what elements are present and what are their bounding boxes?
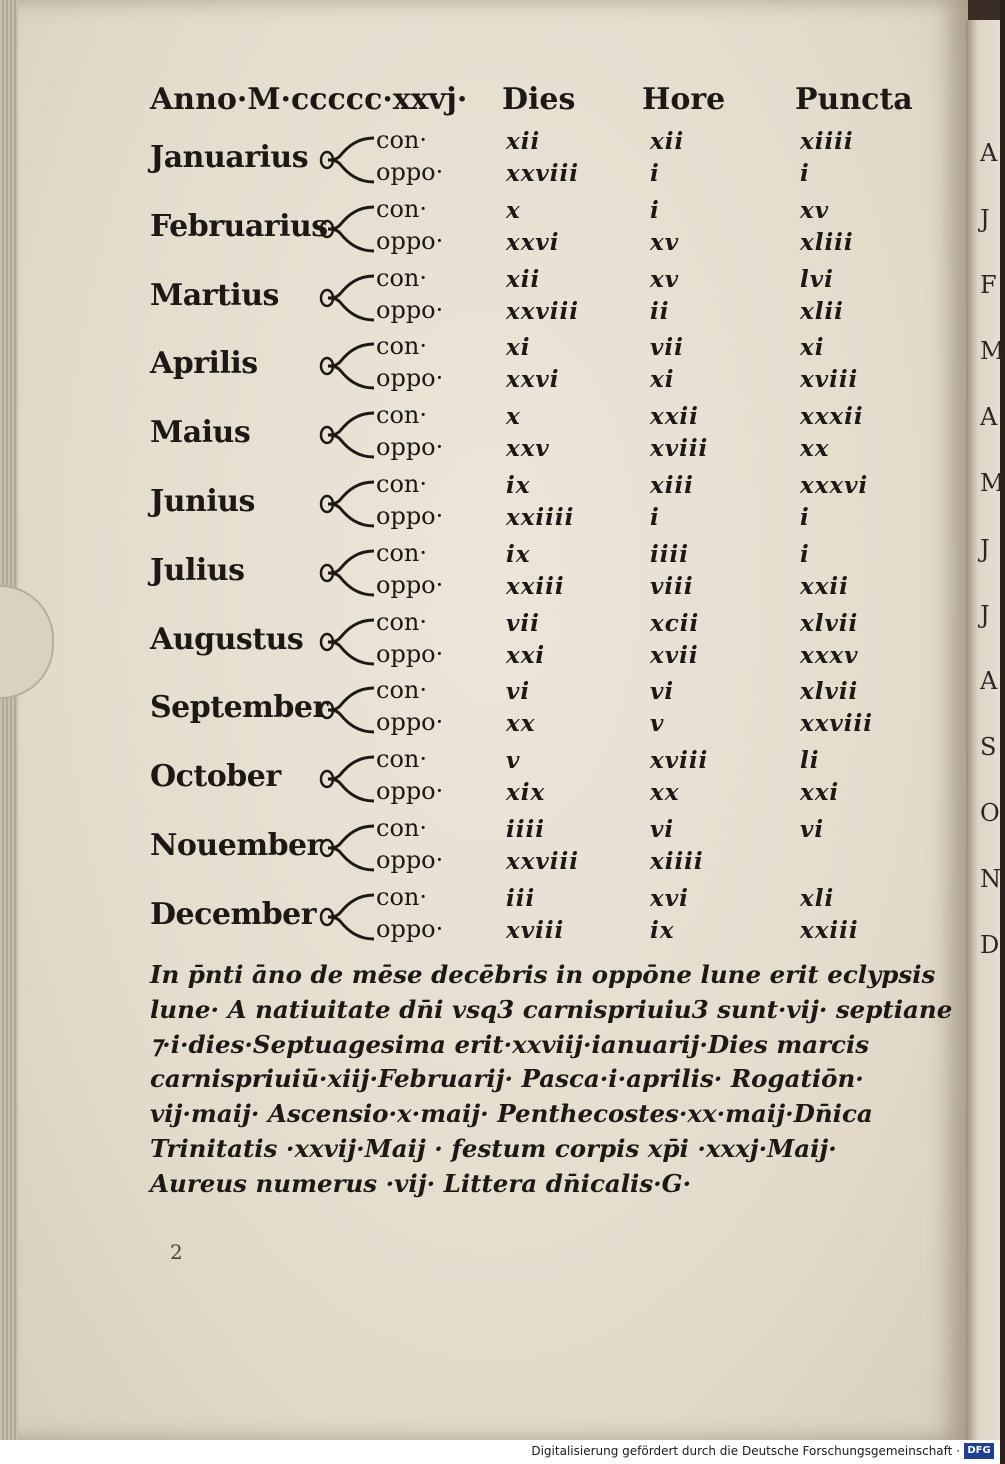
con-dies-cell: vii: [506, 609, 540, 637]
brace-icon: [318, 201, 376, 257]
con-label: con·: [376, 263, 427, 292]
con-puncta-cell: i: [800, 540, 810, 568]
month-row: [150, 195, 920, 264]
month-name: Augustus: [150, 621, 304, 657]
oppo-label: oppo·: [376, 639, 444, 668]
month-row: [150, 401, 920, 470]
brace-icon: [318, 751, 376, 807]
oppo-dies-cell: xxiii: [506, 572, 565, 600]
con-dies-cell: xii: [506, 128, 541, 155]
oppo-label: oppo·: [376, 845, 444, 874]
oppo-hore-cell: ii: [650, 297, 670, 325]
note-line: vij·maij· Ascensio·x·maij· Penthecostes·xx·maij·Dn̄ica: [150, 1099, 873, 1129]
con-dies-cell: x: [506, 196, 521, 224]
brace-icon: [318, 338, 376, 394]
con-label: con·: [376, 813, 427, 842]
brace-icon: [318, 889, 376, 945]
month-row: [150, 126, 920, 195]
oppo-dies-cell: xxv: [506, 435, 550, 463]
eclipse-table: [150, 82, 920, 952]
month-row: [150, 676, 920, 745]
note-line: Trinitatis ·xxvij·Maij · festum corpis xp̄i ·xxxj·Maij·: [150, 1133, 837, 1163]
oppo-hore-cell: xvii: [650, 641, 699, 669]
oppo-label: oppo·: [376, 708, 444, 737]
con-dies-cell: iii: [506, 884, 536, 912]
brace-icon: [318, 407, 376, 463]
con-hore-cell: xv: [650, 265, 680, 293]
month-row: [150, 264, 920, 333]
month-name: Martius: [150, 277, 279, 313]
note-line: carnispriuiū·xiij·Februarij· Pasca·i·aprilis· Rogatiōn·: [150, 1064, 864, 1094]
oppo-hore-cell: xv: [650, 228, 680, 256]
month-rows: [150, 126, 920, 952]
con-hore-cell: iiii: [650, 540, 689, 568]
con-label: con·: [376, 745, 427, 774]
oppo-puncta-cell: xliii: [800, 228, 854, 256]
brace-icon: [318, 545, 376, 601]
oppo-dies-cell: xxviii: [506, 160, 580, 187]
oppo-dies-cell: xxvi: [506, 366, 560, 394]
oppo-hore-cell: xiiii: [650, 847, 704, 875]
con-puncta-cell: xlvii: [800, 609, 859, 637]
oppo-label: oppo·: [376, 433, 444, 462]
con-puncta-cell: xxxii: [800, 403, 864, 431]
oppo-dies-cell: xxiiii: [506, 503, 575, 531]
con-label: con·: [376, 194, 427, 223]
con-hore-cell: xxii: [650, 403, 699, 431]
oppo-hore-cell: viii: [650, 572, 694, 600]
con-dies-cell: xii: [506, 265, 541, 293]
month-name: October: [150, 759, 281, 795]
con-puncta-cell: xli: [800, 884, 835, 912]
oppo-hore-cell: xi: [650, 366, 675, 394]
month-name: December: [150, 896, 317, 932]
con-label: con·: [376, 469, 427, 498]
con-hore-cell: i: [650, 196, 660, 224]
oppo-dies-cell: xviii: [506, 916, 565, 944]
con-hore-cell: vi: [650, 815, 675, 843]
brace-icon: [318, 270, 376, 326]
notes-paragraph: [150, 958, 953, 1202]
con-dies-cell: x: [506, 403, 521, 431]
brace-icon: [318, 820, 376, 876]
con-label: con·: [376, 401, 427, 430]
oppo-dies-cell: xxi: [506, 641, 546, 669]
oppo-dies-cell: xxviii: [506, 297, 580, 325]
next-page-glimpse: A J F M A M J J A S O N D: [980, 139, 1005, 959]
month-row: [150, 608, 920, 677]
oppo-hore-cell: v: [650, 710, 665, 738]
con-label: con·: [376, 538, 427, 567]
oppo-dies-cell: xx: [506, 710, 536, 738]
con-label: con·: [376, 676, 427, 705]
con-hore-cell: xviii: [650, 747, 709, 775]
oppo-puncta-cell: xxxv: [800, 641, 859, 669]
oppo-label: oppo·: [376, 501, 444, 530]
oppo-label: oppo·: [376, 226, 444, 255]
con-hore-cell: vi: [650, 678, 675, 706]
oppo-hore-cell: ix: [650, 916, 675, 944]
month-name: Junius: [150, 483, 255, 519]
oppo-hore-cell: xviii: [650, 435, 709, 463]
month-name: September: [150, 690, 328, 726]
oppo-dies-cell: xxviii: [506, 847, 580, 875]
con-dies-cell: xi: [506, 334, 531, 362]
brace-icon: [318, 132, 376, 188]
con-puncta-cell: xlvii: [800, 678, 859, 706]
con-hore-cell: vii: [650, 334, 684, 362]
puncta-heading: Puncta: [795, 82, 913, 117]
brace-icon: [318, 476, 376, 532]
note-line: ⁊·i·dies·Septuagesima erit·xxviij·ianuarij·Dies marcis: [150, 1029, 870, 1059]
oppo-hore-cell: xx: [650, 779, 680, 807]
dfg-logo: DFG: [964, 1443, 994, 1459]
month-name: Februarius: [150, 208, 328, 244]
con-hore-cell: xcii: [650, 609, 700, 637]
oppo-dies-cell: xxvi: [506, 228, 560, 256]
footer-bar: [0, 1440, 1000, 1464]
oppo-label: oppo·: [376, 570, 444, 599]
con-puncta-cell: xiiii: [800, 128, 854, 155]
oppo-puncta-cell: i: [800, 503, 810, 531]
month-row: [150, 470, 920, 539]
brace-icon: [318, 614, 376, 670]
con-label: con·: [376, 332, 427, 361]
month-name: Nouember: [150, 827, 322, 863]
hore-heading: Hore: [642, 82, 726, 117]
month-row: [150, 332, 920, 401]
oppo-label: oppo·: [376, 914, 444, 943]
con-puncta-cell: xi: [800, 334, 825, 362]
note-line: Aureus numerus ·vij· Littera dn̄icalis·G·: [150, 1168, 692, 1198]
oppo-puncta-cell: xxiii: [800, 916, 859, 944]
month-name: Januarius: [150, 140, 309, 175]
oppo-label: oppo·: [376, 295, 444, 324]
con-label: con·: [376, 126, 427, 154]
oppo-hore-cell: i: [650, 503, 660, 531]
month-name: Aprilis: [150, 346, 258, 382]
con-dies-cell: ix: [506, 471, 531, 499]
oppo-puncta-cell: xxii: [800, 572, 849, 600]
con-puncta-cell: lvi: [800, 265, 834, 293]
oppo-puncta-cell: xlii: [800, 297, 844, 325]
folio-number: 2: [170, 1240, 183, 1264]
oppo-puncta-cell: xx: [800, 435, 830, 463]
dies-heading: Dies: [502, 82, 576, 117]
month-row: [150, 745, 920, 814]
note-line: In p̄nti āno de mēse decēbris in oppōne lune erit eclypsis: [150, 960, 936, 989]
footer-credit: Digitalisierung gefördert durch die Deutsche Forschungsgemeinschaft ·: [531, 1444, 960, 1458]
oppo-label: oppo·: [376, 158, 444, 186]
con-dies-cell: vi: [506, 678, 531, 706]
month-row: [150, 539, 920, 608]
brace-icon: [318, 682, 376, 738]
con-label: con·: [376, 882, 427, 911]
con-dies-cell: ix: [506, 540, 531, 568]
oppo-label: oppo·: [376, 777, 444, 806]
month-name: Maius: [150, 415, 251, 451]
oppo-puncta-cell: xviii: [800, 366, 859, 394]
con-hore-cell: xiii: [650, 471, 694, 499]
month-name: Julius: [150, 552, 245, 588]
con-puncta-cell: xv: [800, 196, 830, 224]
oppo-puncta-cell: xxi: [800, 779, 840, 807]
con-dies-cell: v: [506, 747, 521, 775]
oppo-label: oppo·: [376, 364, 444, 393]
con-dies-cell: iiii: [506, 815, 545, 843]
con-hore-cell: xvi: [650, 884, 689, 912]
con-puncta-cell: xxxvi: [800, 471, 869, 499]
oppo-dies-cell: xix: [506, 779, 546, 807]
month-row: [150, 883, 920, 952]
month-row: [150, 814, 920, 883]
con-puncta-cell: li: [800, 747, 820, 775]
note-line: lune· A natiuitate dn̄i vsq3 carnispriuiu3 sunt·vij· septiane: [150, 994, 953, 1024]
con-label: con·: [376, 607, 427, 636]
con-hore-cell: xii: [650, 128, 685, 155]
table-header: [150, 82, 920, 126]
year-heading: Anno·M·ccccc·xxvj·: [150, 82, 468, 117]
oppo-puncta-cell: xxviii: [800, 710, 874, 738]
oppo-hore-cell: i: [650, 160, 660, 187]
oppo-puncta-cell: i: [800, 160, 810, 187]
con-puncta-cell: vi: [800, 815, 825, 843]
